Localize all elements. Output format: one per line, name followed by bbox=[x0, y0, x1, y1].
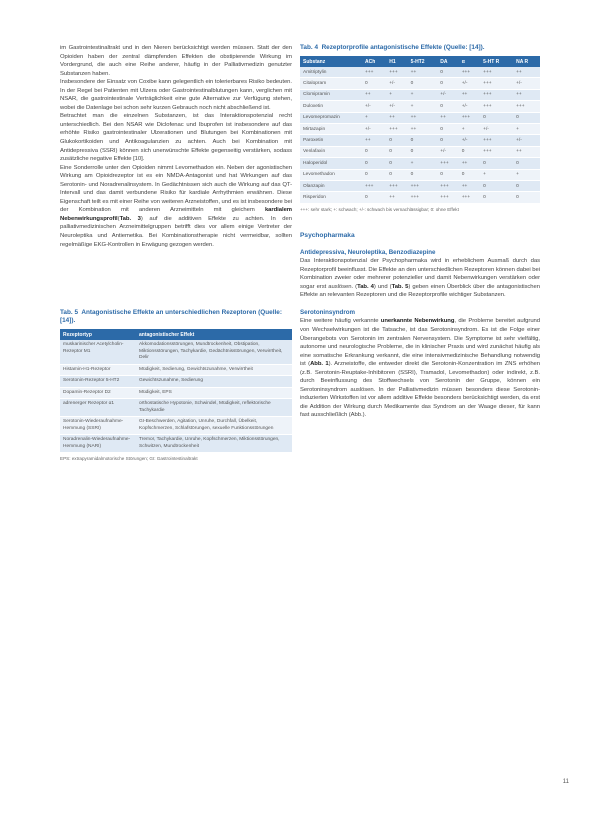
table-cell: 0 bbox=[362, 146, 386, 157]
table-cell: +/- bbox=[362, 101, 386, 112]
table-row bbox=[60, 364, 292, 376]
table-cell: 0 bbox=[386, 169, 407, 180]
body-paragraph: Eine Sonderrolle unter den Opioiden nimmt Levomethadon ein. Neben der agonistischen Wirkung am Opioidrezeptor ist es ein NMDA-Antagonist und hat Wirkungen auf das Serotonin- und Noradrenalinsystem. In Gedächtnissen sich auch die Wirkung auf das QT-Intervall und das damit verbundene Risiko für kardiale Arrhythmien erwähnen. Diese Eigenschaft teilt es mit einer Reihe von weiteren Arzneistoffen, und es ist insbesondere bei der Kombination mit anderen Arzneimitteln mit gleichem kardialem Nebenwirkungsprofil(Tab. 3) auf die additiven Effekte zu achten. In den palliativmedizinischen Arzneimittelgruppen betrifft dies vor allem einige Vertreter der Neuroleptika und Antiemetika. Bei Kombinationstherapie nicht vermeidbar, sollten regelmäßige EKG-Kontrollen in Erwägung gezogen werden. bbox=[60, 164, 292, 248]
table-cell: Citalopram bbox=[300, 78, 362, 89]
section-title: Psychopharmaka bbox=[300, 231, 355, 239]
table-cell: Gewichtszunahme, Sedierung bbox=[136, 376, 292, 388]
table-cell: +/- bbox=[459, 78, 480, 89]
table-header-cell: α bbox=[459, 56, 480, 67]
table-cell: 0 bbox=[459, 146, 480, 157]
table-header-cell: Rezeptortyp bbox=[60, 329, 136, 340]
table-cell: Müdigkeit, Sedierung, Gewichtszunahme, Verwirrtheit bbox=[136, 364, 292, 376]
table-cell: 0 bbox=[362, 192, 386, 203]
figure-reference: Abb. 1 bbox=[310, 361, 329, 368]
table-cell: Histamin-H1-Rezeptor bbox=[60, 364, 136, 376]
subsection-title: Serotoninsyndrom bbox=[300, 308, 356, 316]
table-4-title: Tab. 4 Rezeptorprofile antagonistische Effekte (Quelle: [14]). bbox=[300, 44, 485, 51]
table-cell: +++ bbox=[386, 67, 407, 78]
table-header-cell: DA bbox=[437, 56, 458, 67]
table-cell: +++ bbox=[408, 192, 438, 203]
table-cell: 0 bbox=[408, 78, 438, 89]
body-paragraph: Insbesondere der Einsatz von Coxibe kann gelegentlich ein tolerierbares Risiko bedeuten. In der Regel bei Patienten mit Ulzera oder Gastrointestinalblutungen kann, verglichen mit NSAR, die gastrointestinale Verträglichkeit eine gute Alternative zur Verfügung stehen, wobei die Datenlage bei schon sehr kurzen Gebrauch noch nicht abschließend ist. bbox=[60, 79, 292, 111]
table-cell: +++ bbox=[480, 135, 513, 146]
table-cell: Levomethadon bbox=[300, 169, 362, 180]
table-cell: Olanzapin bbox=[300, 180, 362, 191]
table-row bbox=[300, 112, 540, 123]
table-4-footnote: +++: sehr stark; +: schwach; +/-: schwach bis vernachlässigbar; 0: ohne Effekt bbox=[300, 206, 459, 212]
table-cell: +/- bbox=[437, 89, 458, 100]
table-cell: +++ bbox=[480, 146, 513, 157]
table-cell: 0 bbox=[408, 135, 438, 146]
table-row bbox=[60, 340, 292, 364]
table-cell: + bbox=[386, 89, 407, 100]
table-cell: ++ bbox=[437, 112, 458, 123]
table-cell: ++ bbox=[386, 112, 407, 123]
table-cell: +++ bbox=[362, 67, 386, 78]
table-cell: ++ bbox=[408, 67, 438, 78]
table-cell: +++ bbox=[386, 123, 407, 134]
table-row bbox=[60, 435, 292, 453]
table-cell: ++ bbox=[408, 112, 438, 123]
table-row bbox=[300, 67, 540, 78]
table-cell: + bbox=[480, 169, 513, 180]
left-column bbox=[60, 44, 292, 462]
table-cell: + bbox=[408, 158, 438, 169]
table-cell: +++ bbox=[480, 67, 513, 78]
table-4 bbox=[300, 56, 540, 204]
table-5-footnote: EPS: extrapyramidalmotorische Störungen; GI: Gastrointestinaltrakt bbox=[60, 456, 198, 462]
table-cell: +/- bbox=[362, 123, 386, 134]
table-cell: adrenerger Rezeptor α1 bbox=[60, 399, 136, 417]
table-cell: 0 bbox=[437, 169, 458, 180]
table-row bbox=[300, 89, 540, 100]
table-cell: + bbox=[408, 101, 438, 112]
table-cell: +++ bbox=[480, 101, 513, 112]
table-cell: 0 bbox=[513, 192, 540, 203]
table-cell: + bbox=[513, 169, 540, 180]
table-header-cell: ACh bbox=[362, 56, 386, 67]
table-cell: +/- bbox=[513, 135, 540, 146]
table-cell: 0 bbox=[437, 135, 458, 146]
table-cell: +++ bbox=[459, 192, 480, 203]
body-paragraph: im Gastrointestinaltrakt und in den Nieren berücksichtigt werden müssen. Statt der den Opioiden haben der zentral dämpfenden Effekten die obstipierende Wirkung im Vordergrund, die auch eine Reihe anderer, häufig in der Palliativmedizin genutzter Substanzen haben. bbox=[60, 45, 292, 77]
table-5-block bbox=[60, 309, 292, 462]
table-cell: 0 bbox=[480, 192, 513, 203]
table-cell: ++ bbox=[459, 89, 480, 100]
table-cell: 0 bbox=[408, 169, 438, 180]
table-cell: 0 bbox=[362, 169, 386, 180]
table-cell: +/- bbox=[437, 146, 458, 157]
table-cell: ++ bbox=[362, 135, 386, 146]
table-reference: Tab. 5 bbox=[391, 283, 409, 290]
right-column bbox=[300, 44, 540, 420]
table-cell: Müdigkeit, EPS bbox=[136, 387, 292, 399]
table-row bbox=[300, 146, 540, 157]
body-paragraph: Eine weitere häufig verkannte unerkannte Nebenwirkung, die Probleme bereitet aufgrund von Wechselwirkungen ist die Tatsache, ist das Serotoninsyndrom. Es ist die Folge einer Überangebots von Serotonin im zentralen Nervensystem. Die Symptome ist sehr vielfältig, autonome und neurologische Probleme, die in klinischer Praxis und wird zunächst häufig als eine somatische Erkrankung verkannt, die eine intensivmedizinische Behandlung notwendig ist (Abb. 1). Arzneistoffe, die entweder direkt die Serotonin-Konzentration im ZNS erhöhen (z.B. Serotonin-Reuptake-Inhibitoren (SSRI), Tramadol, Levomethadon) oder indirekt, z.B. durch Beeinflussung des Stoffwechsels von Serotonin der Gruppe, können ein Serotoninsyndrom auslösen. In der Palliativmedizin müssen besonders diese Serotonin-induzierten Wirkstoffen ist vor allem additive Effekte besonders berücksichtigt werden, da erst die Addition der Wirkung durch Medikamente das Syndrom an der Waage dieser, für kann fast ausschließlich (Abb.). bbox=[300, 318, 541, 419]
table-cell: +/- bbox=[386, 101, 407, 112]
table-cell: Venlafaxin bbox=[300, 146, 362, 157]
table-header-cell: H1 bbox=[386, 56, 407, 67]
table-cell: 0 bbox=[437, 78, 458, 89]
table-cell: Levomepromazin bbox=[300, 112, 362, 123]
table-cell: 0 bbox=[480, 180, 513, 191]
table-cell: ++ bbox=[459, 180, 480, 191]
table-row bbox=[60, 376, 292, 388]
table-row bbox=[300, 158, 540, 169]
table-row bbox=[300, 192, 540, 203]
table-row bbox=[300, 123, 540, 134]
table-row bbox=[300, 169, 540, 180]
table-cell: Dopamin-Rezeptor D2 bbox=[60, 387, 136, 399]
table-reference: Tab. 4 bbox=[357, 283, 374, 290]
table-cell: +++ bbox=[408, 180, 438, 191]
table-cell: 0 bbox=[386, 158, 407, 169]
table-cell: +/- bbox=[459, 135, 480, 146]
table-cell: Haloperidol bbox=[300, 158, 362, 169]
table-row bbox=[300, 78, 540, 89]
table-row bbox=[60, 399, 292, 417]
table-cell: 0 bbox=[480, 112, 513, 123]
table-row bbox=[300, 101, 540, 112]
table-header-cell: Substanz bbox=[300, 56, 362, 67]
table-cell: +++ bbox=[437, 180, 458, 191]
table-5-title: Tab. 5 Antagonistische Effekte an unterschiedlichen Rezeptoren (Quelle: [14]). bbox=[60, 309, 282, 325]
table-cell: 0 bbox=[437, 101, 458, 112]
table-cell: Amitriptylin bbox=[300, 67, 362, 78]
table-cell: ++ bbox=[362, 89, 386, 100]
table-cell: +/- bbox=[459, 101, 480, 112]
table-cell: + bbox=[459, 123, 480, 134]
table-cell: +++ bbox=[513, 101, 540, 112]
table-cell: 0 bbox=[459, 169, 480, 180]
table-cell: +++ bbox=[437, 192, 458, 203]
table-header-cell: NA R bbox=[513, 56, 540, 67]
table-cell: Risperidon bbox=[300, 192, 362, 203]
table-cell: 0 bbox=[480, 158, 513, 169]
table-cell: +++ bbox=[480, 78, 513, 89]
table-cell: Paroxetin bbox=[300, 135, 362, 146]
psychopharmaka-section bbox=[300, 231, 540, 420]
table-cell: Duloxetin bbox=[300, 101, 362, 112]
table-header-cell: 5-HT2 bbox=[408, 56, 438, 67]
table-cell: 0 bbox=[513, 158, 540, 169]
table-row bbox=[60, 387, 292, 399]
table-row bbox=[300, 135, 540, 146]
table-cell: + bbox=[408, 89, 438, 100]
table-cell: + bbox=[513, 123, 540, 134]
table-cell: +++ bbox=[480, 89, 513, 100]
table-cell: 0 bbox=[408, 146, 438, 157]
table-cell: ++ bbox=[459, 158, 480, 169]
table-cell: ++ bbox=[386, 192, 407, 203]
table-cell: ++ bbox=[513, 89, 540, 100]
table-cell: +/- bbox=[480, 123, 513, 134]
table-cell: 0 bbox=[386, 135, 407, 146]
table-cell: +/- bbox=[386, 78, 407, 89]
table-4-block bbox=[300, 44, 540, 213]
table-cell: +/- bbox=[513, 78, 540, 89]
table-cell: ++ bbox=[513, 146, 540, 157]
table-cell: Tremor, Tachykardie, Unruhe, Kopfschmerzen, Miktionsstörungen, Schwitzen, Mundtrockenheit bbox=[136, 435, 292, 453]
table-cell: 0 bbox=[513, 180, 540, 191]
table-cell: 0 bbox=[437, 67, 458, 78]
table-cell: ++ bbox=[513, 67, 540, 78]
table-header-cell: 5-HT R bbox=[480, 56, 513, 67]
table-cell: 0 bbox=[386, 146, 407, 157]
table-cell: Mirtazapin bbox=[300, 123, 362, 134]
table-row bbox=[60, 417, 292, 435]
table-cell: +++ bbox=[459, 112, 480, 123]
body-paragraph: Das Interaktionspotenzial der Psychopharmaka wird in erheblichem Ausmaß durch das Rezeptorprofil beeinflusst. Die Effekte an den unterschiedlichen Rezeptoren können dabei bei Kombination zweier oder mehrerer potenzieller und damit Nebenwirkungen verstärken oder sogar erst auslösen. (Tab. 4) und (Tab. 5) geben einen Überblick über die antagonistischen Effekte an relevanten Rezeptoren und die Rezeptorprofile wichtiger Substanzen. bbox=[300, 258, 540, 299]
table-cell: + bbox=[362, 112, 386, 123]
table-row bbox=[300, 180, 540, 191]
table-cell: Serotonin-Rezeptor 5-HT2 bbox=[60, 376, 136, 388]
table-cell: Noradrenalin-Wiederaufnahme-Hemmung (NARI) bbox=[60, 435, 136, 453]
bold-term: kardialem Nebenwirkungsprofil bbox=[60, 207, 292, 222]
table-cell: +++ bbox=[459, 67, 480, 78]
table-cell: +++ bbox=[362, 180, 386, 191]
table-reference: Tab. 3 bbox=[119, 215, 141, 222]
table-header-cell: antagonistischer Effekt bbox=[136, 329, 292, 340]
table-cell: 0 bbox=[362, 78, 386, 89]
table-cell: ++ bbox=[408, 123, 438, 134]
table-cell: Clomipramin bbox=[300, 89, 362, 100]
page-number: 11 bbox=[562, 779, 569, 785]
subsection-title: Antidepressiva, Neuroleptika, Benzodiazepine bbox=[300, 248, 436, 256]
table-cell: 0 bbox=[362, 158, 386, 169]
bold-term: unerkannte Nebenwirkung bbox=[380, 318, 455, 325]
table-cell: Serotonin-Wiederaufnahme-Hemmung (SSRI) bbox=[60, 417, 136, 435]
table-cell: muskarinischer Acetylcholin-Rezeptor M1 bbox=[60, 340, 136, 364]
table-5 bbox=[60, 329, 292, 453]
table-cell: +++ bbox=[386, 180, 407, 191]
body-paragraph: Betrachtet man die einzelnen Substanzen, ist das Interaktionspotenzial recht unterschiedlich. Bei den NSAR wie Diclofenac und Ibuprofen ist insbesondere auf das erhöhte Risiko gastrointestinaler Ulzerationen und Blutungen bei Kombinationen mit Glukokortikoiden und Antikoagulanzien zu achten. Auch bei Kombination mit Antidepressiva (SSRI) können sich unerwünschte Effekte gegenseitig verstärken, sodass zusätzliche negative Effekte [10]. bbox=[60, 113, 292, 163]
table-cell: orthostatische Hypotonie, Schwindel, Müdigkeit, reflektorische Tachykardie bbox=[136, 399, 292, 417]
table-cell: 0 bbox=[437, 123, 458, 134]
table-cell: Akkomodationsstörungen, Mundtrockenheit, Obstipation, Miktionsstörungen, Tachykardie, Gedächtnisstörungen, Verwirrtheit, Delir bbox=[136, 340, 292, 364]
table-cell: GI-Beschwerden, Agitation, Unruhe, Durchfall, Übelkeit, Kopfschmerzen, Schlafstörungen, sexuelle Funktionsstörungen bbox=[136, 417, 292, 435]
table-cell: 0 bbox=[513, 112, 540, 123]
table-cell: +++ bbox=[437, 158, 458, 169]
